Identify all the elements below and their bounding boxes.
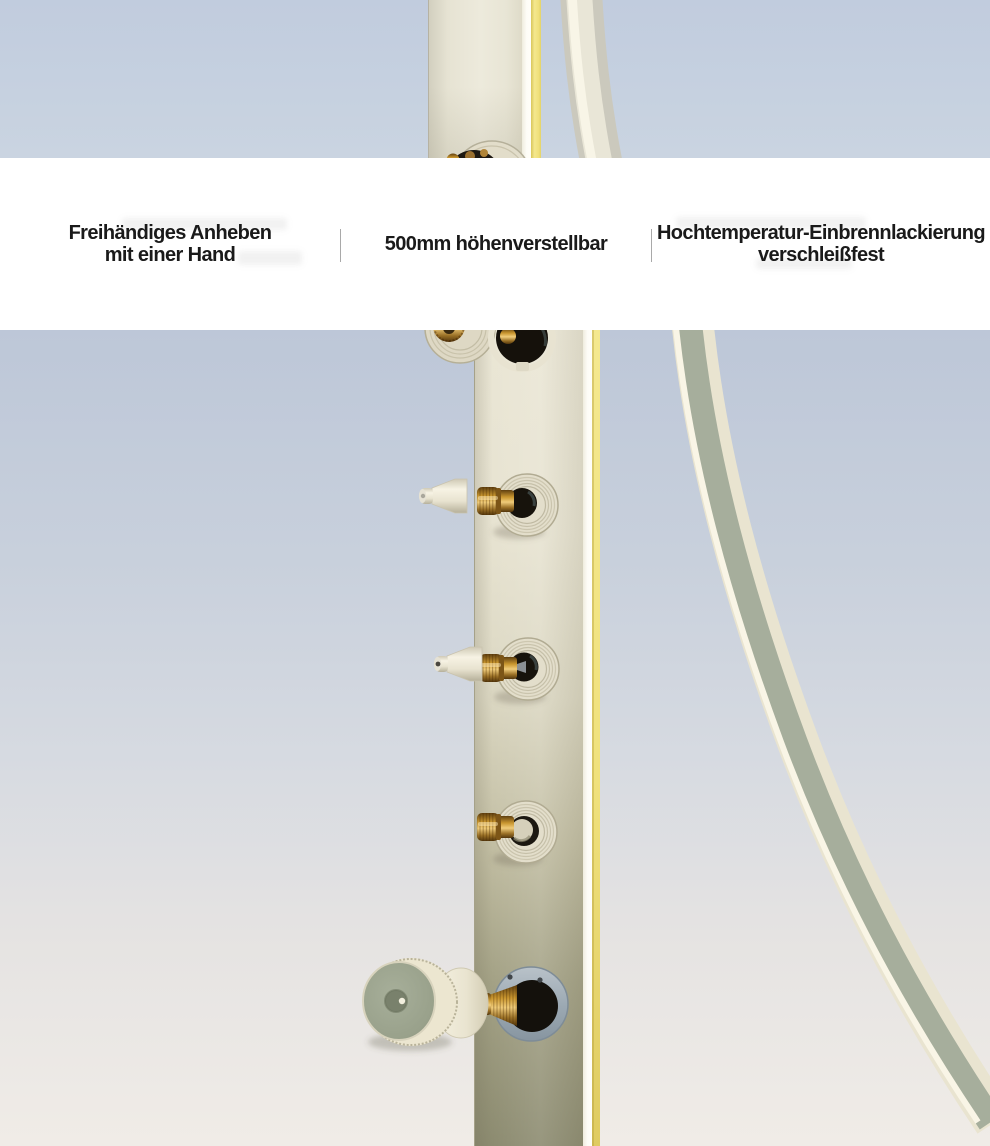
knob-assembly bbox=[363, 958, 568, 1051]
connector-3 bbox=[477, 801, 557, 866]
feature-text-line: 500mm höhenverstellbar bbox=[384, 233, 608, 255]
socket-top-edge bbox=[491, 330, 553, 371]
adjustment-knob bbox=[363, 958, 458, 1046]
brass-fitting bbox=[480, 654, 517, 682]
feature-item-one-hand-lift bbox=[0, 222, 340, 266]
feature-text-line: mit einer Hand bbox=[104, 244, 236, 266]
white-nozzle bbox=[419, 479, 467, 513]
connector-2 bbox=[434, 638, 559, 704]
product-photo-bottom bbox=[0, 330, 990, 1146]
power-cable-top bbox=[572, 0, 602, 158]
feature-text-line: verschleißfest bbox=[757, 244, 885, 266]
feature-text-line: Hochtemperatur-Einbrennlackierung bbox=[656, 222, 986, 244]
white-nozzle bbox=[434, 647, 482, 681]
socket-boss-top-photo bbox=[446, 141, 532, 158]
feature-band bbox=[0, 158, 990, 330]
feature-text-line: Freihändiges Anheben bbox=[68, 222, 272, 244]
product-photo-top bbox=[0, 0, 990, 158]
brass-fitting bbox=[477, 813, 514, 841]
power-cable-bottom bbox=[675, 330, 990, 1122]
feature-item-baked-enamel bbox=[652, 222, 990, 266]
bottom-photo-overlay bbox=[0, 330, 990, 1146]
knob-highlight bbox=[399, 998, 405, 1004]
exploded-fitting-top-edge bbox=[425, 330, 553, 371]
connector-1 bbox=[419, 474, 558, 539]
ribbed-plug-disc bbox=[425, 330, 495, 363]
brass-fitting bbox=[477, 487, 514, 515]
top-photo-overlay bbox=[0, 0, 990, 158]
feature-item-height-adjustable bbox=[341, 233, 651, 255]
